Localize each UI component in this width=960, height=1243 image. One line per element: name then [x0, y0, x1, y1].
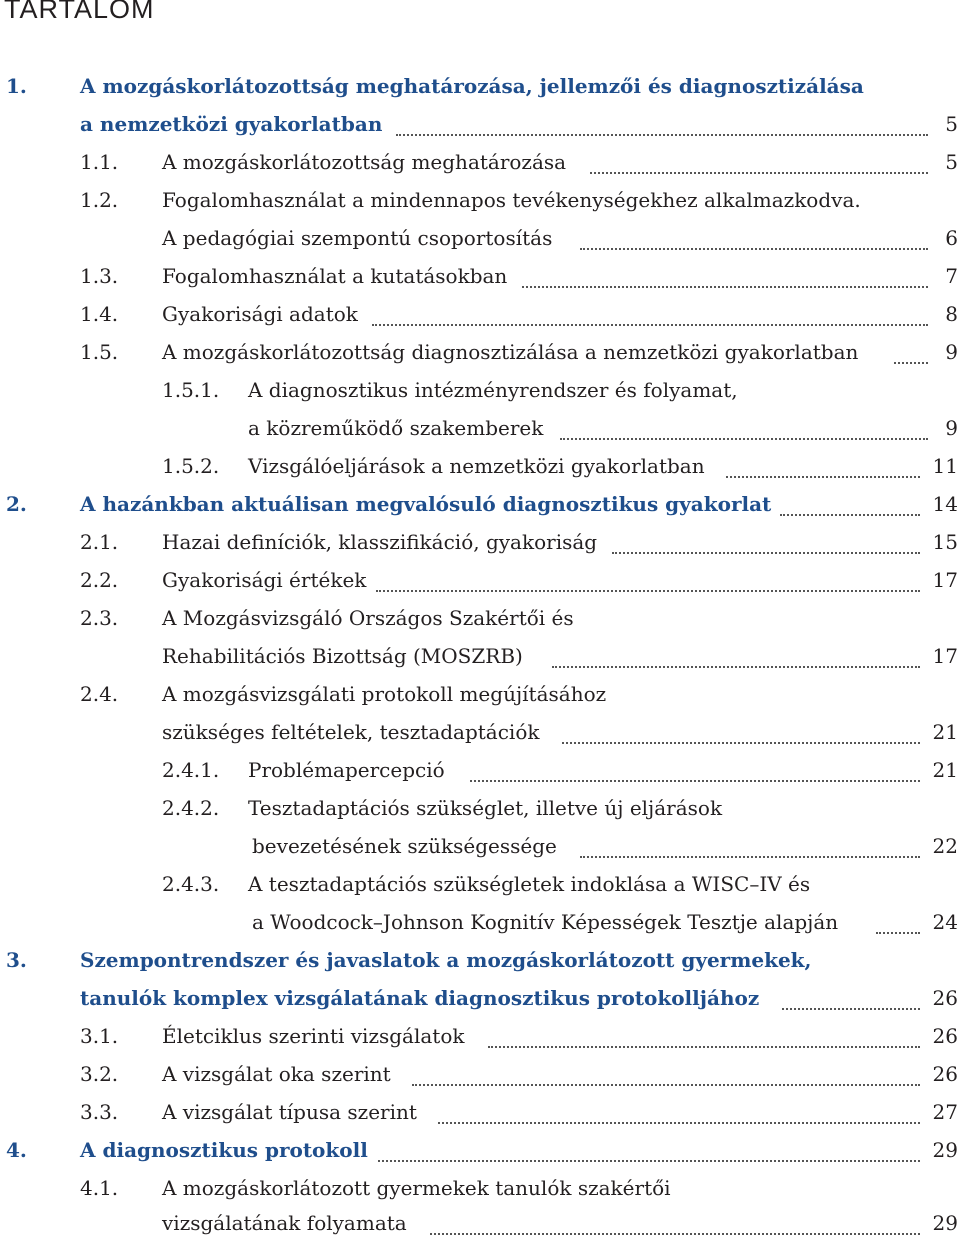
toc-page: 9 [945, 416, 958, 440]
toc-leader [726, 476, 920, 478]
toc-number: 1.5.1. [162, 378, 220, 402]
toc-entry[interactable] [0, 450, 960, 486]
toc-entry[interactable] [0, 488, 960, 524]
toc-text: Fogalomhasználat a mindennapos tevékenységekhez alkalmazkodva. [162, 188, 861, 212]
toc-entry[interactable] [0, 70, 960, 106]
toc-number: 1.4. [80, 302, 119, 326]
toc-text: a közreműködő szakemberek [248, 416, 544, 440]
toc-page: 26 [932, 1024, 958, 1048]
toc-text: Fogalomhasználat a kutatásokban [162, 264, 508, 288]
toc-leader [396, 134, 928, 136]
toc-number: 3.1. [80, 1024, 119, 1048]
toc-page: 14 [932, 492, 958, 516]
toc-entry[interactable] [0, 526, 960, 562]
toc-page: 9 [945, 340, 958, 364]
toc-page: 6 [945, 226, 958, 250]
toc-page: 8 [945, 302, 958, 326]
toc-page: 17 [932, 644, 958, 668]
toc-entry[interactable] [0, 108, 960, 144]
toc-entry[interactable] [0, 412, 960, 448]
toc-leader [412, 1084, 920, 1086]
toc-text: A mozgáskorlátozott gyermekek tanulók szakértői [162, 1176, 671, 1200]
toc-text: tanulók komplex vizsgálatának diagnosztikus protokolljához [80, 986, 760, 1010]
toc-entry[interactable] [0, 830, 960, 866]
toc-number: 2.4.3. [162, 872, 220, 896]
toc-text: Szempontrendszer és javaslatok a mozgáskorlátozott gyermekek, [80, 948, 812, 972]
toc-page: 5 [945, 150, 958, 174]
toc-entry[interactable] [0, 982, 960, 1018]
toc-leader [372, 324, 928, 326]
toc-entry[interactable] [0, 260, 960, 296]
toc-text: A diagnosztikus protokoll [80, 1138, 368, 1162]
toc-number: 1.2. [80, 188, 119, 212]
toc-entry[interactable] [0, 716, 960, 752]
toc-page: 15 [932, 530, 958, 554]
toc-leader [782, 1008, 920, 1010]
toc-number: 2. [6, 492, 27, 516]
toc-entry[interactable] [0, 1096, 960, 1132]
toc-number: 4. [6, 1138, 27, 1162]
toc-page: 29 [932, 1211, 958, 1235]
toc-entry[interactable] [0, 1020, 960, 1056]
toc-entry[interactable] [0, 678, 960, 714]
toc-leader [590, 172, 928, 174]
toc-leader [560, 438, 928, 440]
toc-leader [488, 1046, 920, 1048]
toc-text: A tesztadaptációs szükségletek indoklása a WISC–IV és [248, 872, 811, 896]
toc-text: A Mozgásvizsgáló Országos Szakértői és [162, 606, 574, 630]
toc-number: 4.1. [80, 1176, 119, 1200]
toc-text: Vizsgálóeljárások a nemzetközi gyakorlatban [248, 454, 705, 478]
toc-text: A pedagógiai szempontú csoportosítás [162, 226, 553, 250]
toc-entry[interactable] [0, 906, 960, 942]
toc-entry[interactable] [0, 602, 960, 638]
toc-text: Gyakorisági adatok [162, 302, 358, 326]
toc-text: A mozgáskorlátozottság diagnosztizálása a nemzetközi gyakorlatban [162, 340, 859, 364]
toc-text: vizsgálatának folyamata [162, 1211, 407, 1235]
toc-leader [894, 362, 928, 364]
toc-text: Hazai definíciók, klasszifikáció, gyakoriság [162, 530, 598, 554]
toc-number: 2.3. [80, 606, 119, 630]
toc-page: 26 [932, 1062, 958, 1086]
toc-leader [552, 666, 920, 668]
toc-number: 2.4. [80, 682, 119, 706]
toc-number: 3.2. [80, 1062, 119, 1086]
toc-entry[interactable] [0, 1172, 960, 1208]
toc-page: 26 [932, 986, 958, 1010]
toc-page: 7 [945, 264, 958, 288]
toc-entry[interactable] [0, 868, 960, 904]
toc-text: Problémapercepció [248, 758, 445, 782]
toc-leader [470, 780, 920, 782]
toc-page: 21 [932, 758, 958, 782]
toc-entry[interactable] [0, 184, 960, 220]
toc-leader [522, 286, 928, 288]
toc-leader [378, 1160, 920, 1162]
toc-entry[interactable] [0, 564, 960, 600]
toc-entry[interactable] [0, 1134, 960, 1170]
toc-number: 2.1. [80, 530, 119, 554]
toc-leader [562, 742, 920, 744]
toc-entry[interactable] [0, 1058, 960, 1094]
toc-entry[interactable] [0, 754, 960, 790]
toc-entry[interactable] [0, 146, 960, 182]
toc-page: 21 [932, 720, 958, 744]
toc-leader [376, 590, 920, 592]
page-title: TARTALOM [4, 0, 155, 24]
toc-page: 27 [932, 1100, 958, 1124]
toc-text: bevezetésének szükségessége [252, 834, 557, 858]
toc-number: 1.5.2. [162, 454, 220, 478]
toc-text: Rehabilitációs Bizottság (MOSZRB) [162, 644, 523, 668]
toc-page: 5 [945, 112, 958, 136]
toc-leader [430, 1233, 920, 1235]
toc-page: 22 [932, 834, 958, 858]
toc-number: 3.3. [80, 1100, 119, 1124]
toc-entry[interactable] [0, 640, 960, 676]
toc-entry[interactable] [0, 222, 960, 258]
toc-page: 24 [932, 910, 958, 934]
toc-page: 29 [932, 1138, 958, 1162]
toc-number: 1.5. [80, 340, 119, 364]
toc-number: 1.1. [80, 150, 119, 174]
toc-text: A hazánkban aktuálisan megvalósuló diagnosztikus gyakorlat [80, 492, 772, 516]
toc-text: A vizsgálat típusa szerint [162, 1100, 417, 1124]
toc-entry[interactable] [0, 374, 960, 410]
toc-text: A mozgásvizsgálati protokoll megújításához [162, 682, 607, 706]
toc-text: A diagnosztikus intézményrendszer és folyamat, [248, 378, 738, 402]
toc-number: 2.4.1. [162, 758, 220, 782]
toc-leader [780, 514, 920, 516]
toc-entry[interactable] [0, 1207, 960, 1243]
toc-leader [438, 1122, 920, 1124]
toc-text: a nemzetközi gyakorlatban [80, 112, 383, 136]
toc-number: 3. [6, 948, 27, 972]
toc-text: Tesztadaptációs szükséglet, illetve új eljárások [248, 796, 723, 820]
toc-leader [580, 248, 928, 250]
toc-number: 2.4.2. [162, 796, 220, 820]
toc-entry[interactable] [0, 336, 960, 372]
toc-number: 1.3. [80, 264, 119, 288]
toc-text: Gyakorisági értékek [162, 568, 367, 592]
toc-page: 11 [932, 454, 958, 478]
toc-page: 17 [932, 568, 958, 592]
toc-text: Életciklus szerinti vizsgálatok [162, 1024, 465, 1048]
toc-entry[interactable] [0, 298, 960, 334]
toc-leader [876, 932, 920, 934]
toc-number: 2.2. [80, 568, 119, 592]
toc-text: szükséges feltételek, tesztadaptációk [162, 720, 540, 744]
toc-text: A mozgáskorlátozottság meghatározása, jellemzői és diagnosztizálása [80, 74, 864, 98]
toc-text: a Woodcock–Johnson Kognitív Képességek Tesztje alapján [252, 910, 839, 934]
toc-text: A mozgáskorlátozottság meghatározása [162, 150, 567, 174]
toc-leader [612, 552, 920, 554]
toc-entry[interactable] [0, 792, 960, 828]
toc-entry[interactable] [0, 944, 960, 980]
toc-leader [580, 856, 920, 858]
toc-number: 1. [6, 74, 27, 98]
toc-text: A vizsgálat oka szerint [162, 1062, 391, 1086]
